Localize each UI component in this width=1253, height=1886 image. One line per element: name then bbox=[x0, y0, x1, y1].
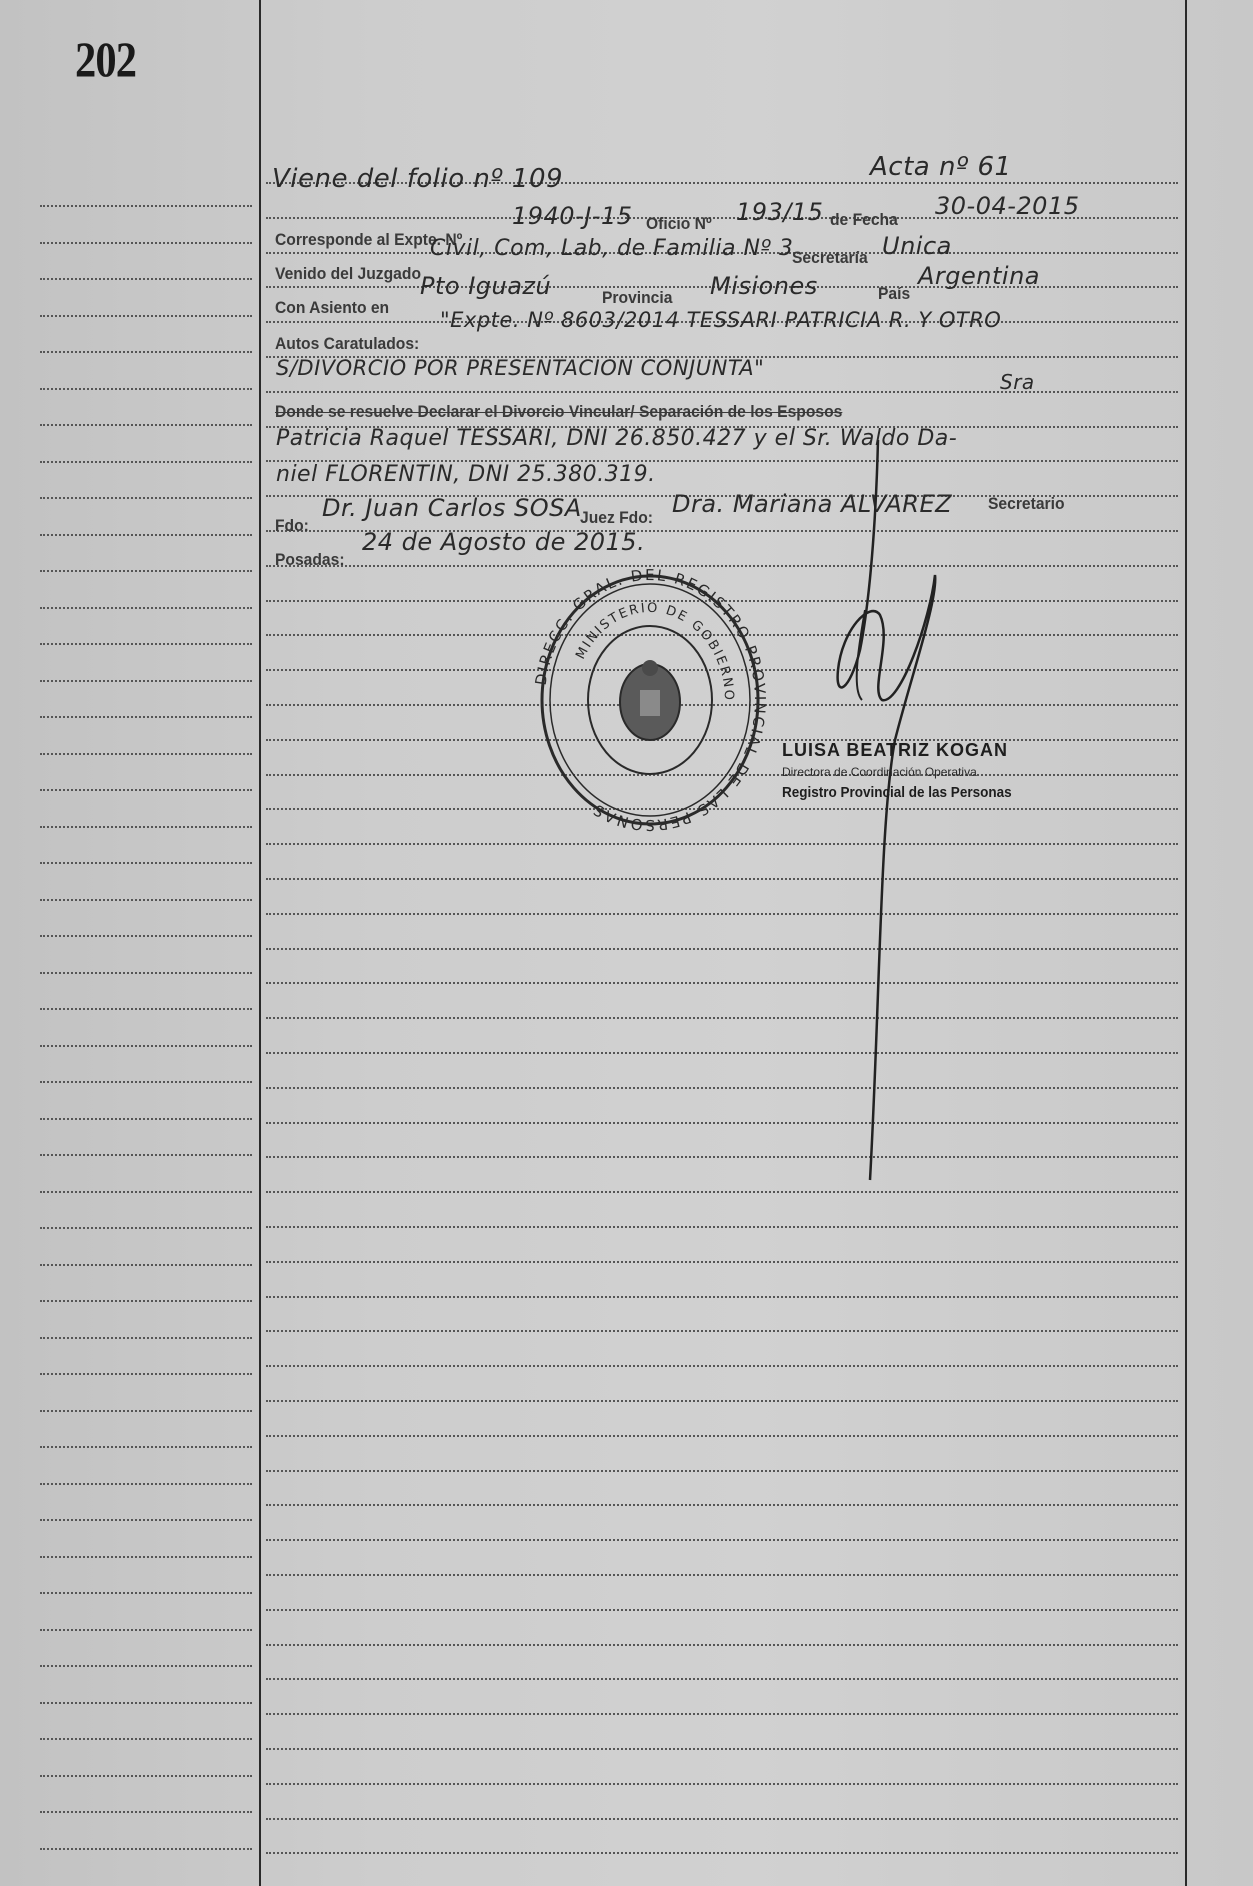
secretaria-value: Unica bbox=[882, 232, 952, 260]
label-posadas: Posadas: bbox=[275, 550, 345, 569]
signatory-org: Registro Provincial de las Personas bbox=[782, 784, 1012, 801]
juez-value: Dr. Juan Carlos SOSA bbox=[322, 494, 582, 522]
label-autos: Autos Caratulados: bbox=[275, 334, 420, 353]
label-secretario: Secretario bbox=[988, 494, 1065, 513]
label-provincia: Provincia bbox=[602, 288, 673, 307]
secretario-value: Dra. Mariana ALVAREZ bbox=[672, 490, 953, 518]
seal-outer-text: DIRECC. GRAL. DEL REGISTRO PROVINCIAL DE LAS PERSONAS bbox=[531, 565, 770, 835]
oficio-value: 193/15 bbox=[736, 198, 824, 226]
label-venido: Venido del Juzgado bbox=[275, 264, 421, 283]
autos-line-1: "Expte. Nº 8603/2014 TESSARI PATRICIA R. Y OTRO bbox=[440, 308, 1002, 332]
label-corresponde: Corresponde al Expte. Nº bbox=[275, 230, 463, 249]
esposos-prefix: Sra bbox=[1000, 370, 1035, 394]
acta-number: Acta nº 61 bbox=[870, 152, 1012, 182]
signatory-role: Directora de Coordinación Operativa bbox=[782, 765, 977, 779]
autos-line-2: S/DIVORCIO POR PRESENTACION CONJUNTA" bbox=[276, 356, 765, 380]
signatory-name: LUISA BEATRIZ KOGAN bbox=[782, 740, 1008, 760]
expte-value: 1940-J-15 bbox=[512, 202, 633, 230]
viene-del-folio: Viene del folio nº 109 bbox=[272, 164, 564, 194]
label-fdo: Fdo: bbox=[275, 516, 309, 535]
provincia-value: Misiones bbox=[710, 272, 818, 300]
label-pais: País bbox=[878, 284, 911, 303]
label-con-asiento: Con Asiento en bbox=[275, 298, 390, 317]
esposos-line-1: Patricia Raquel TESSARI, DNI 26.850.427 y el Sr. Waldo Da- bbox=[276, 426, 958, 451]
fecha-value: 30-04-2015 bbox=[935, 192, 1080, 220]
label-secretaria: Secretaría bbox=[792, 248, 868, 267]
juzgado-value: Civil, Com, Lab, de Familia Nº 3 bbox=[430, 236, 794, 261]
esposos-line-2: niel FLORENTIN, DNI 25.380.319. bbox=[276, 462, 656, 487]
label-donde: Donde se resuelve Declarar el Divorcio Vincular/ Separación de los Esposos bbox=[275, 402, 843, 421]
label-de-fecha: de Fecha bbox=[830, 210, 898, 229]
label-oficio: Oficio Nº bbox=[646, 214, 712, 233]
posadas-fecha: 24 de Agosto de 2015. bbox=[362, 528, 646, 556]
seal-inner-text: MINISTERIO DE GOBIERNO bbox=[573, 600, 737, 703]
asiento-value: Pto Iguazú bbox=[420, 272, 552, 300]
pais-value: Argentina bbox=[918, 262, 1040, 290]
folio-number: 202 bbox=[75, 31, 137, 87]
label-juez-fdo: Juez Fdo: bbox=[580, 508, 653, 527]
